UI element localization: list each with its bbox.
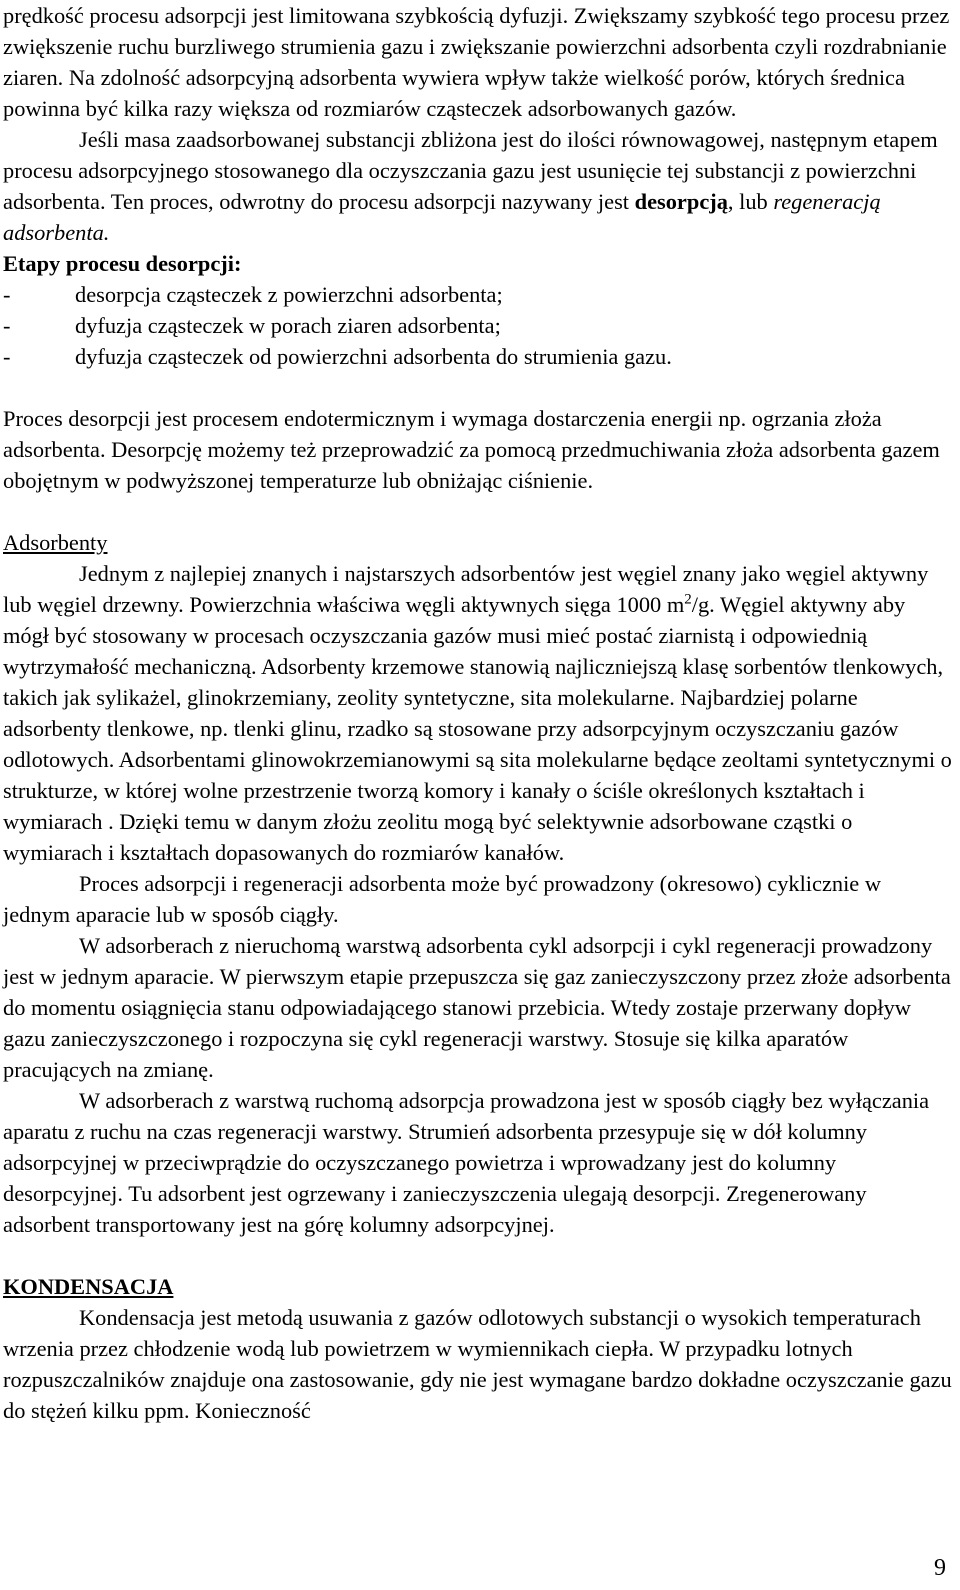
desorption-intro-text: Jeśli masa zaadsorbowanej substancji zbliżona jest do ilości równowagowej, następnym etapem procesu adsorpcyjnego stosowanego dla oczyszczania gazu jest usunięcie tej substancji z powierzchni adsorbenta. Ten proces, odwrotny do procesu adsorpcji nazywany jest <box>3 127 938 214</box>
paragraph-desorption-process: Proces desorpcji jest procesem endotermicznym i wymaga dostarczenia energii np. ogrzania złoża adsorbenta. Desorpcję możemy też przeprowadzić za pomocą przedmuchiwania złoża adsorbenta gazem obojętnym w podwyższonej temperaturze lub obniżając ciśnienie. <box>3 406 940 493</box>
regeneration-term: regeneracją adsorbenta. <box>3 189 881 245</box>
list-item <box>3 341 953 372</box>
superscript-2: 2 <box>684 591 692 608</box>
page-content <box>3 0 953 1426</box>
desorption-stages-heading: Etapy procesu desorpcji: <box>3 251 242 276</box>
spacer <box>3 496 953 527</box>
list-item-text: dyfuzja cząsteczek w porach ziaren adsorbenta; <box>75 313 501 338</box>
paragraph-moving-bed: W adsorberach z warstwą ruchomą adsorpcja prowadzona jest w sposób ciągły bez wyłączania aparatu z ruchu na czas regeneracji warstwy. Strumień adsorbenta przesypuje się w dół kolumny adsorpcyjnej w przeciwprądzie do oczyszczanego powietrza i wprowadzany jest do kolumny desorpcyjnej. Tu adsorbent jest ogrzewany i zanieczyszczenia ulegają desorpcji. Zregenerowany adsorbent transportowany jest na górę kolumny adsorpcyjnej. <box>3 1088 930 1237</box>
dash-marker: - <box>3 344 11 369</box>
dash-marker: - <box>3 313 11 338</box>
list-item-text: desorpcja cząsteczek z powierzchni adsorbenta; <box>75 282 503 307</box>
spacer <box>3 372 953 403</box>
list-item <box>3 310 953 341</box>
paragraph-desorption-intro <box>3 124 953 248</box>
paragraph-activated-carbon: Jednym z najlepiej znanych i najstarszych adsorbentów jest węgiel znany jako węgiel aktywny lub węgiel drzewny. Powierzchnia właściwa węgli aktywnych sięga 1000 $m^2/g$. Węgiel aktywny aby mógł być stosowany w procesach oczyszczania gazów musi mieć postać ziarnistą i odpowiednią wytrzymałość mechaniczną. Adsorbenty krzemowe stanowią najliczniejszą klasę sorbentów tlenkowych, takich jak sylikażel, glinokrzemiany, zeolity syntetyczne, sita molekularne. Najbardziej polarne adsorbenty tlenkowe, np. tlenki glinu, rzadko są stosowane przy adsorpcyjnym oczyszczaniu gazów odlotowych. Adsorbentami glinowokrzemianowymi są sita molekularne będące zeoltami syntetycznymi o strukturze, w której wolne przestrzenie tworzą komory i kanały o ściśle określonych kształtach i wymiarach . Dzięki temu w danym złożu zeolitu mogą być selektywnie adsorbowane cząstki o wymiarach i kształtach dopasowanych do rozmiarów kanałów. <box>3 561 952 865</box>
list-item <box>3 279 953 310</box>
list-item-text: dyfuzja cząsteczek od powierzchni adsorbenta do strumienia gazu. <box>75 344 672 369</box>
adsorbents-heading: Adsorbenty <box>3 530 108 555</box>
condensation-heading: KONDENSACJA <box>3 1274 174 1299</box>
paragraph-condensation: Kondensacja jest metodą usuwania z gazów odlotowych substancji o wysokich temperaturach wrzenia przez chłodzenie wodą lub powietrzem w wymiennikach ciepła. W przypadku lotnych rozpuszczalników znajduje ona zastosowanie, gdy nie jest wymagane bardzo dokładne oczyszczanie gazu do stężeń kilku ppm. Konieczność <box>3 1305 952 1423</box>
dash-marker: - <box>3 282 11 307</box>
paragraph-adsorption-rate: prędkość procesu adsorpcji jest limitowana szybkością dyfuzji. Zwiększamy szybkość tego procesu przez zwiększenie ruchu burzliwego strumienia gazu i zwiększanie powierzchni adsorbenta czyli rozdrabnianie ziaren. Na zdolność adsorpcyjną adsorbenta wywiera wpływ także wielkość porów, których średnica powinna być kilka razy większa od rozmiarów cząsteczek adsorbowanych gazów. <box>3 3 950 121</box>
paragraph-fixed-bed: W adsorberach z nieruchomą warstwą adsorbenta cykl adsorpcji i cykl regeneracji prowadzony jest w jednym aparacie. W pierwszym etapie przepuszcza się gaz zanieczyszczony przez złoże adsorbenta do momentu osiągnięcia stanu odpowiadającego stanowi przebicia. Wtedy zostaje przerwany dopływ gazu zanieczyszczonego i rozpoczyna się cykl regeneracji warstwy. Stosuje się kilka aparatów pracujących na zmianę. <box>3 933 951 1082</box>
desorption-stages-list <box>3 279 953 372</box>
desorption-term: desorpcją <box>634 189 728 214</box>
spacer <box>3 1240 953 1271</box>
desorption-intro-mid: , lub <box>727 189 774 214</box>
paragraph-process-mode: Proces adsorpcji i regeneracji adsorbenta może być prowadzony (okresowo) cyklicznie w jednym aparacie lub w sposób ciągły. <box>3 871 882 927</box>
page-number: 9 <box>934 1555 946 1581</box>
